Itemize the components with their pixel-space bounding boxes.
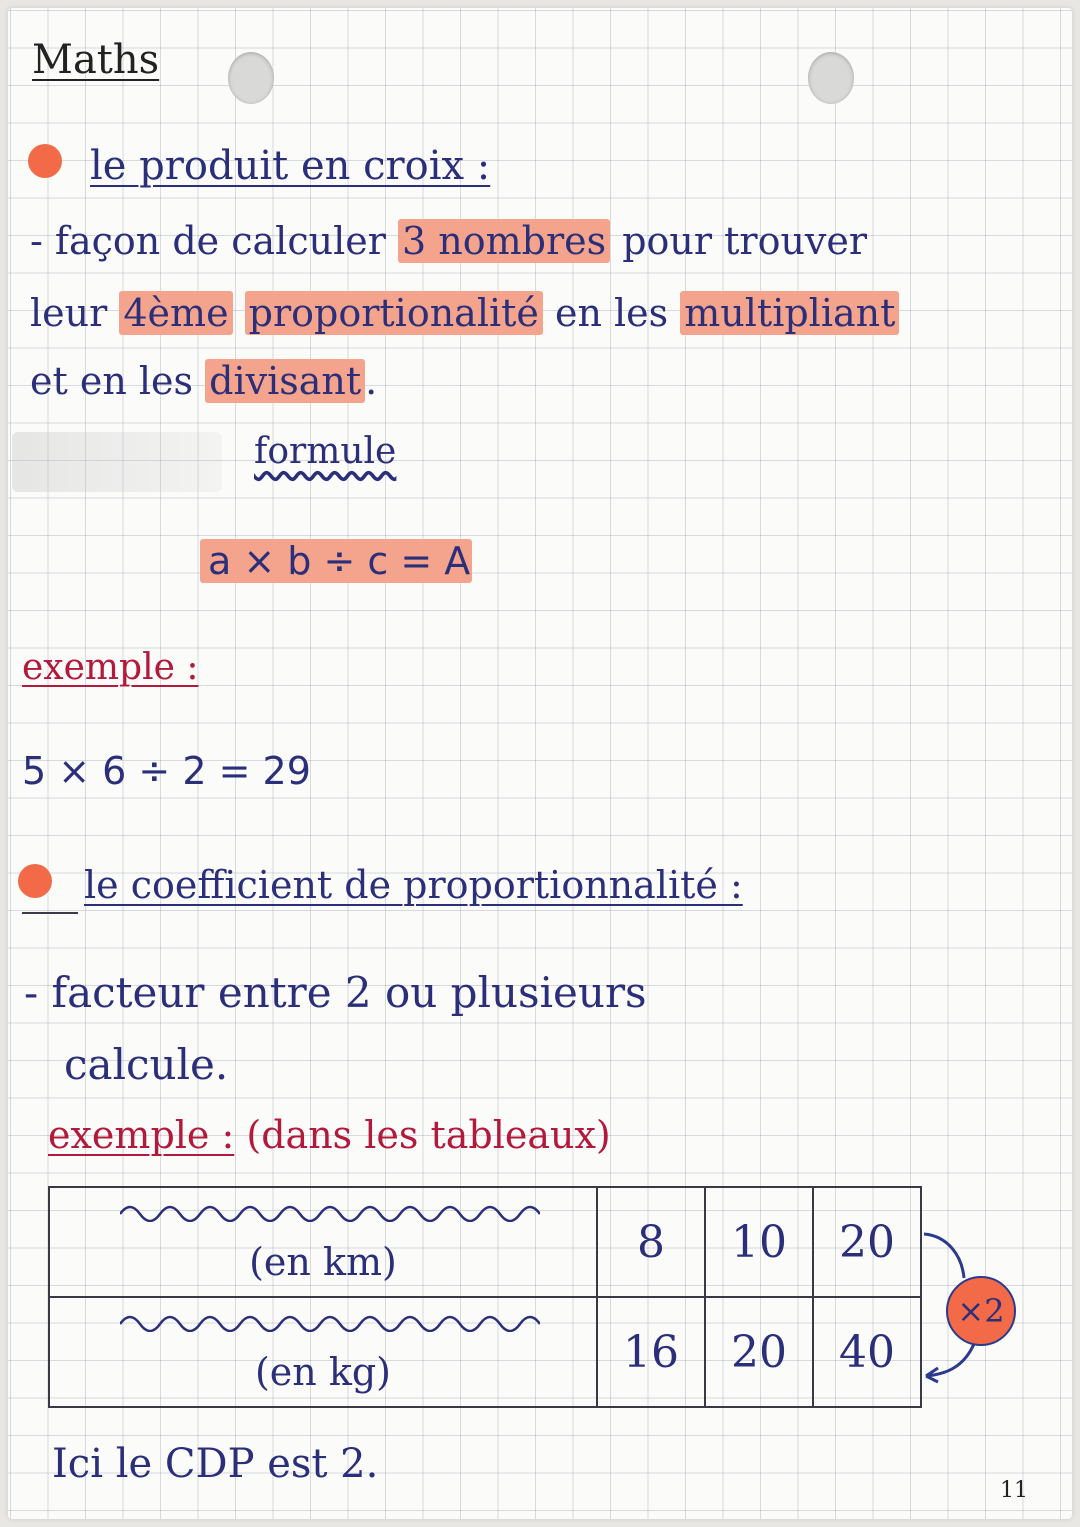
unit-label: (en kg) — [254, 1350, 392, 1394]
scribble-placeholder — [120, 1310, 540, 1332]
eraser-smudge — [12, 432, 222, 492]
table-row — [49, 1187, 921, 1297]
unit-label: (en km) — [249, 1240, 397, 1284]
example-calculation: 5 × 6 ÷ 2 = 29 — [22, 749, 311, 793]
section-title-coefficient: le coefficient de proportionnalité : — [84, 863, 743, 907]
punch-hole-right — [808, 52, 854, 104]
subject-title: Maths — [32, 37, 160, 83]
page-number: 11 — [1000, 1478, 1028, 1503]
coefficient-definition-line-2: calcule. — [64, 1040, 229, 1089]
section-title-cross-product: le produit en croix : — [90, 143, 491, 189]
conclusion: Ici le CDP est 2. — [52, 1441, 379, 1487]
title-underline-left — [22, 912, 78, 914]
table-cell: 10 — [705, 1187, 813, 1297]
table-cell: 20 — [705, 1297, 813, 1407]
definition-line-3: et en les divisant . — [30, 359, 378, 403]
factor-badge: ×2 — [946, 1276, 1016, 1346]
example-line-2: exemple : (dans les tableaux) — [48, 1113, 611, 1157]
punch-hole-left — [228, 52, 274, 104]
formula: a × b ÷ c = A — [200, 542, 472, 580]
row-label-cell — [49, 1187, 597, 1297]
highlight-three-numbers: 3 nombres — [398, 219, 610, 263]
table-row — [49, 1297, 921, 1407]
coefficient-definition-line-1: - facteur entre 2 ou plusieurs — [24, 968, 647, 1017]
scribble-placeholder — [120, 1200, 540, 1222]
example-label-1: exemple : — [22, 647, 199, 688]
bullet-dot — [28, 144, 62, 178]
definition-line-2: leur 4ème proportionalité en les multipliant — [30, 294, 899, 332]
bullet-dot — [18, 864, 52, 898]
definition-line-1: - façon de calculer 3 nombres pour trouver — [30, 219, 868, 263]
proportionality-table — [48, 1186, 922, 1408]
table-cell: 16 — [597, 1297, 705, 1407]
formula-label: formule — [254, 431, 397, 472]
table-cell: 8 — [597, 1187, 705, 1297]
table-cell: 20 — [813, 1187, 921, 1297]
row-label-cell — [49, 1297, 597, 1407]
table-cell: 40 — [813, 1297, 921, 1407]
